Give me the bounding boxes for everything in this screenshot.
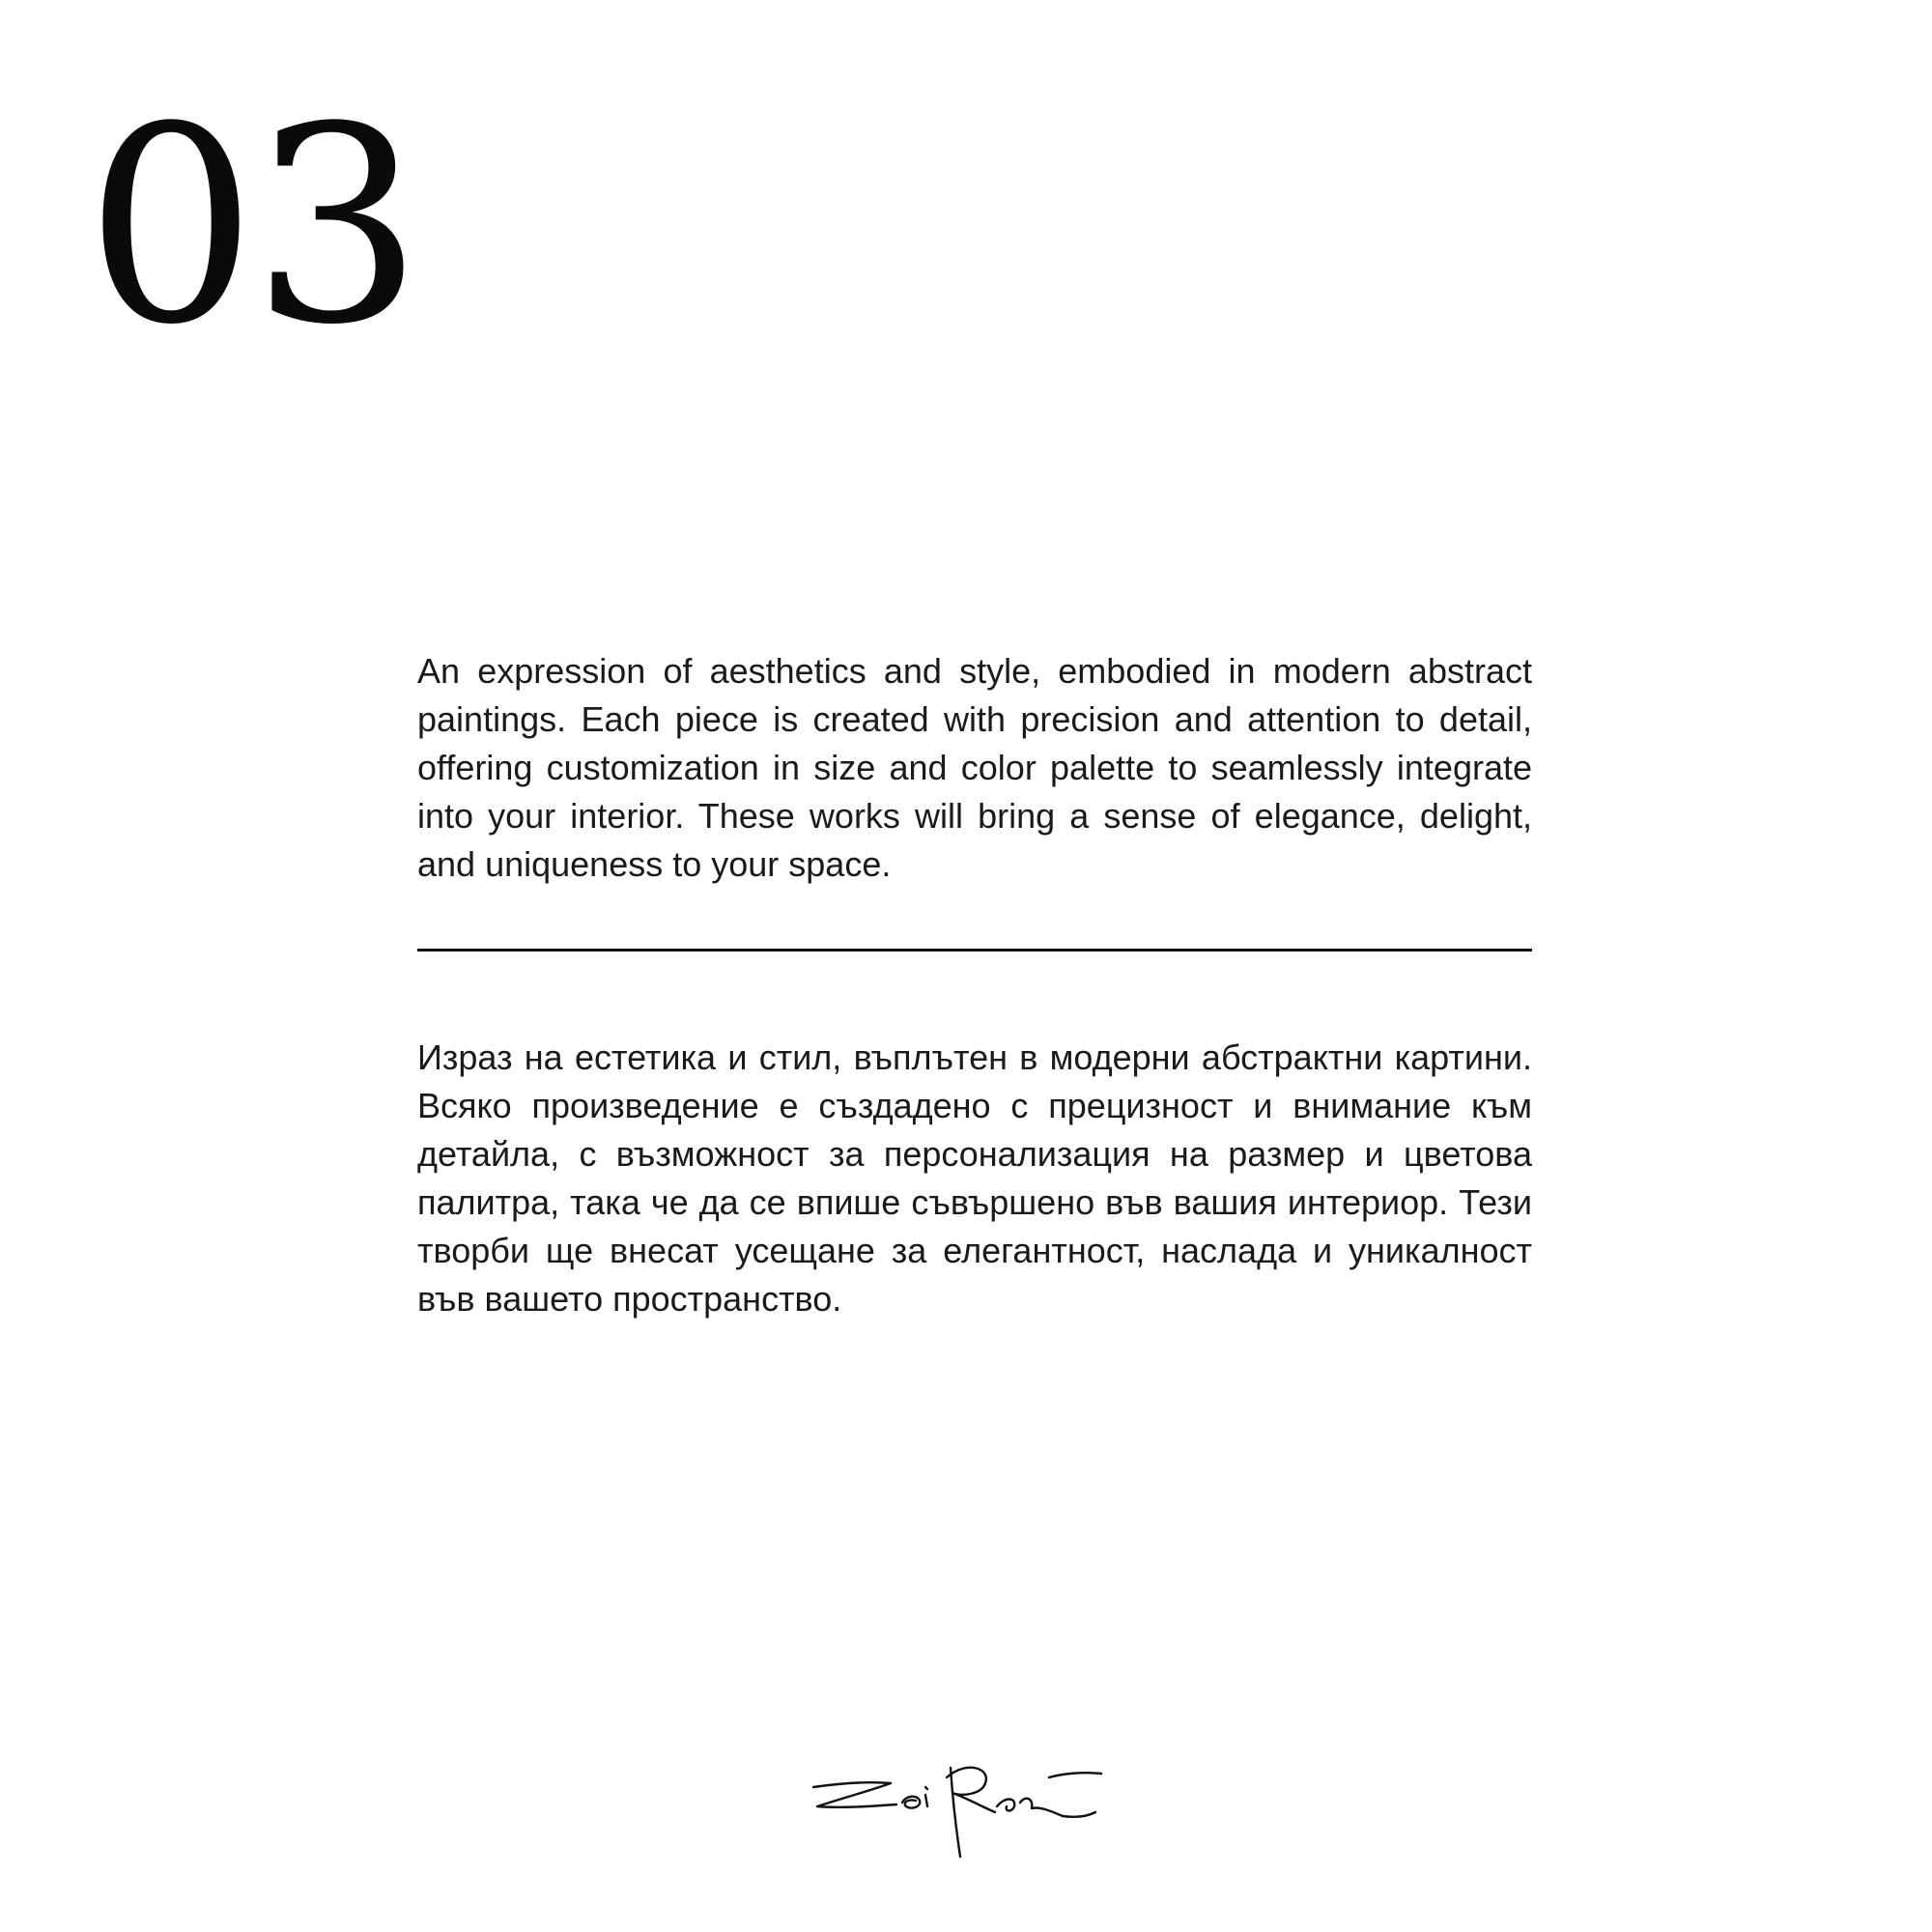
page-number: 03 bbox=[85, 70, 418, 384]
bulgarian-description: Израз на естетика и стил, въплътен в модерни абстрактни картини. Всяко произведение е създадено с прецизност и внимание към детайла, с възможност за персонализация на размер и цветова палитра, така че да се впише съвършено във вашия интериор. Тези творби ще внесат усещане за елегантност, наслада и уникалност във вашето пространство. bbox=[417, 1037, 1532, 1319]
english-description: An expression of aesthetics and style, embodied in modern abstract paintings. Each piece is created with precision and attention to detail, offering customization in size and color palette to seamlessly integrate into your interior. These works will bring a sense of elegance, delight, and uniqueness to your space. bbox=[417, 651, 1532, 884]
section-divider bbox=[417, 949, 1532, 952]
handwritten-signature-icon bbox=[802, 1739, 1150, 1864]
